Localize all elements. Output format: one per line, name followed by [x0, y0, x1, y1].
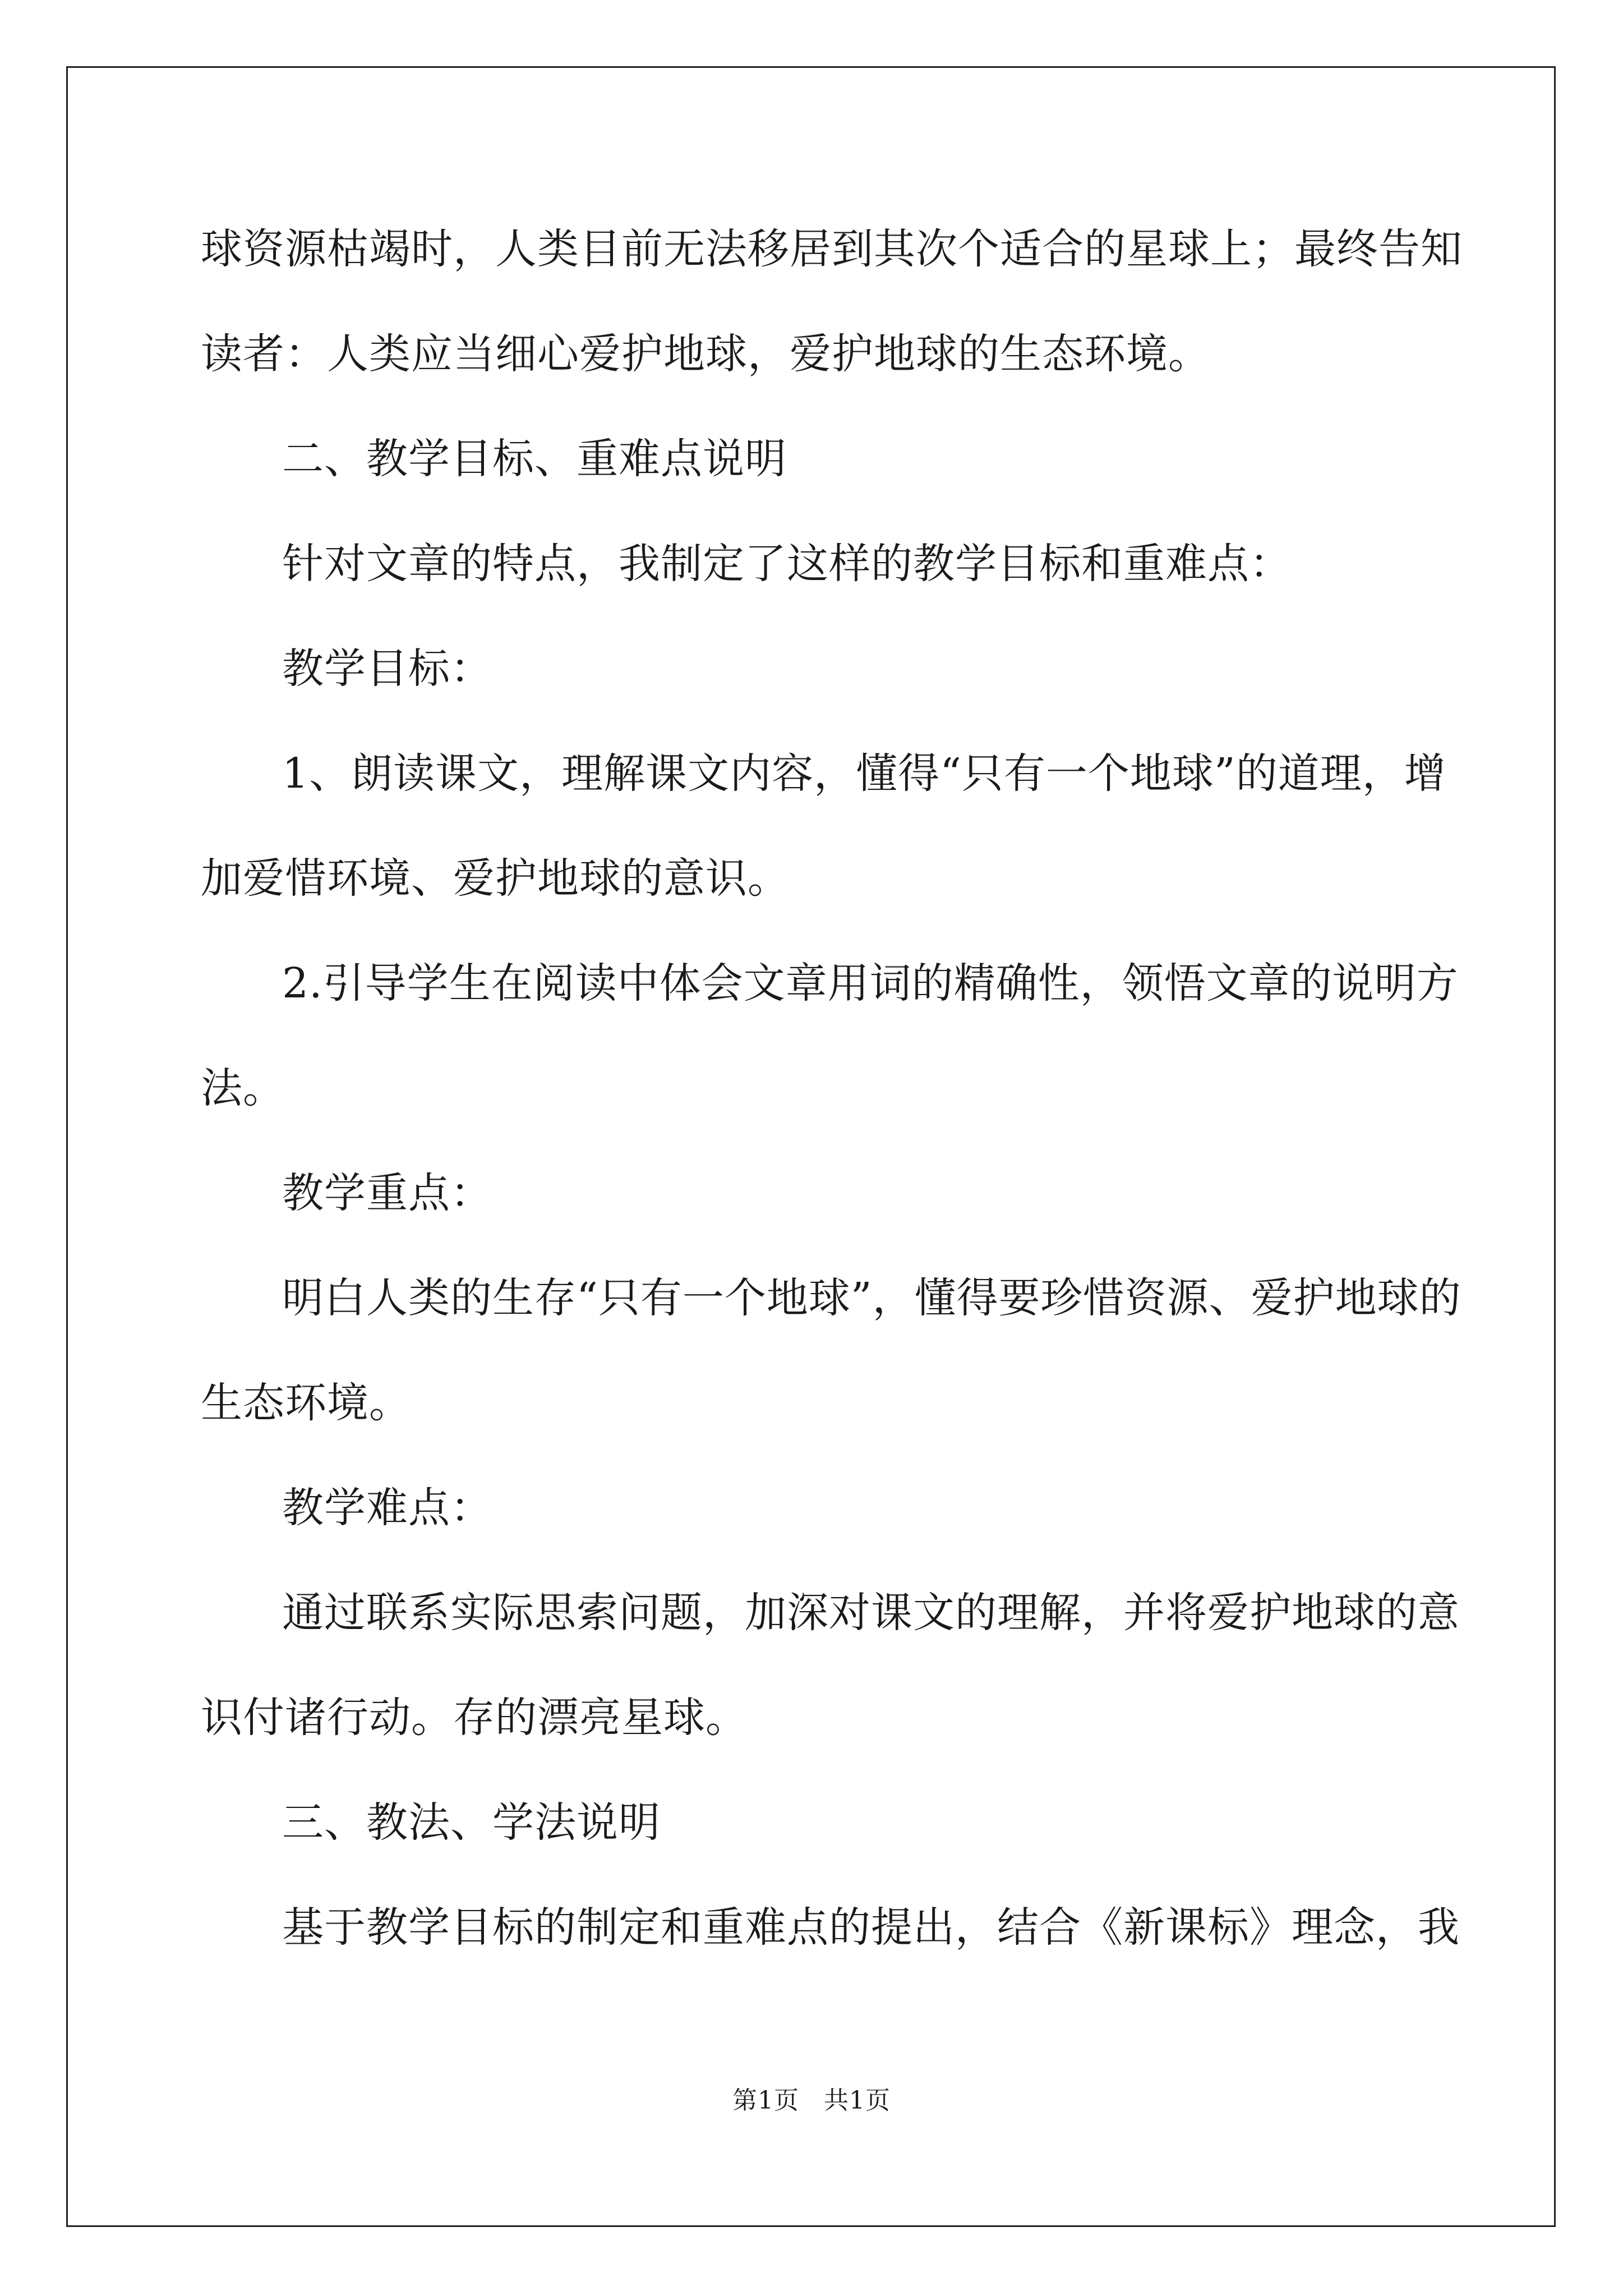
text-line: 通过联系实际思索问题，加深对课文的理解，并将爱护地球的意	[282, 1589, 1460, 1637]
text-line: 法。	[201, 1064, 285, 1112]
text-line: 读者：人类应当细心爱护地球，爱护地球的生态环境。	[201, 330, 1210, 378]
page-total: 共1页	[824, 2086, 891, 2115]
subheading: 教学难点：	[282, 1484, 492, 1532]
text-line: 2.引导学生在阅读中体会文章用词的精确性，领悟文章的说明方	[282, 959, 1459, 1007]
text-line: 1、朗读课文，理解课文内容，懂得“只有一个地球”的道理，增	[282, 749, 1446, 798]
section-heading: 三、教法、学法说明	[282, 1798, 661, 1847]
text-line: 加爱惜环境、爱护地球的意识。	[201, 854, 790, 903]
text-line: 识付诸行动。存的漂亮星球。	[201, 1694, 748, 1742]
text-line: 基于教学目标的制定和重难点的提出，结合《新课标》理念，我	[282, 1903, 1460, 1952]
text-line: 球资源枯竭时，人类目前无法移居到其次个适合的星球上；最终告知	[201, 225, 1463, 273]
page-number: 第1页	[732, 2086, 799, 2115]
page-footer	[0, 2084, 1623, 2118]
text-line: 针对文章的特点，我制定了这样的教学目标和重难点：	[282, 540, 1292, 588]
text-line: 生态环境。	[201, 1379, 411, 1427]
subheading: 教学目标：	[282, 645, 492, 693]
subheading: 教学重点：	[282, 1169, 492, 1217]
text-line: 明白人类的生存“只有一个地球”，懂得要珍惜资源、爱护地球的	[282, 1274, 1461, 1322]
section-heading: 二、教学目标、重难点说明	[282, 435, 787, 483]
